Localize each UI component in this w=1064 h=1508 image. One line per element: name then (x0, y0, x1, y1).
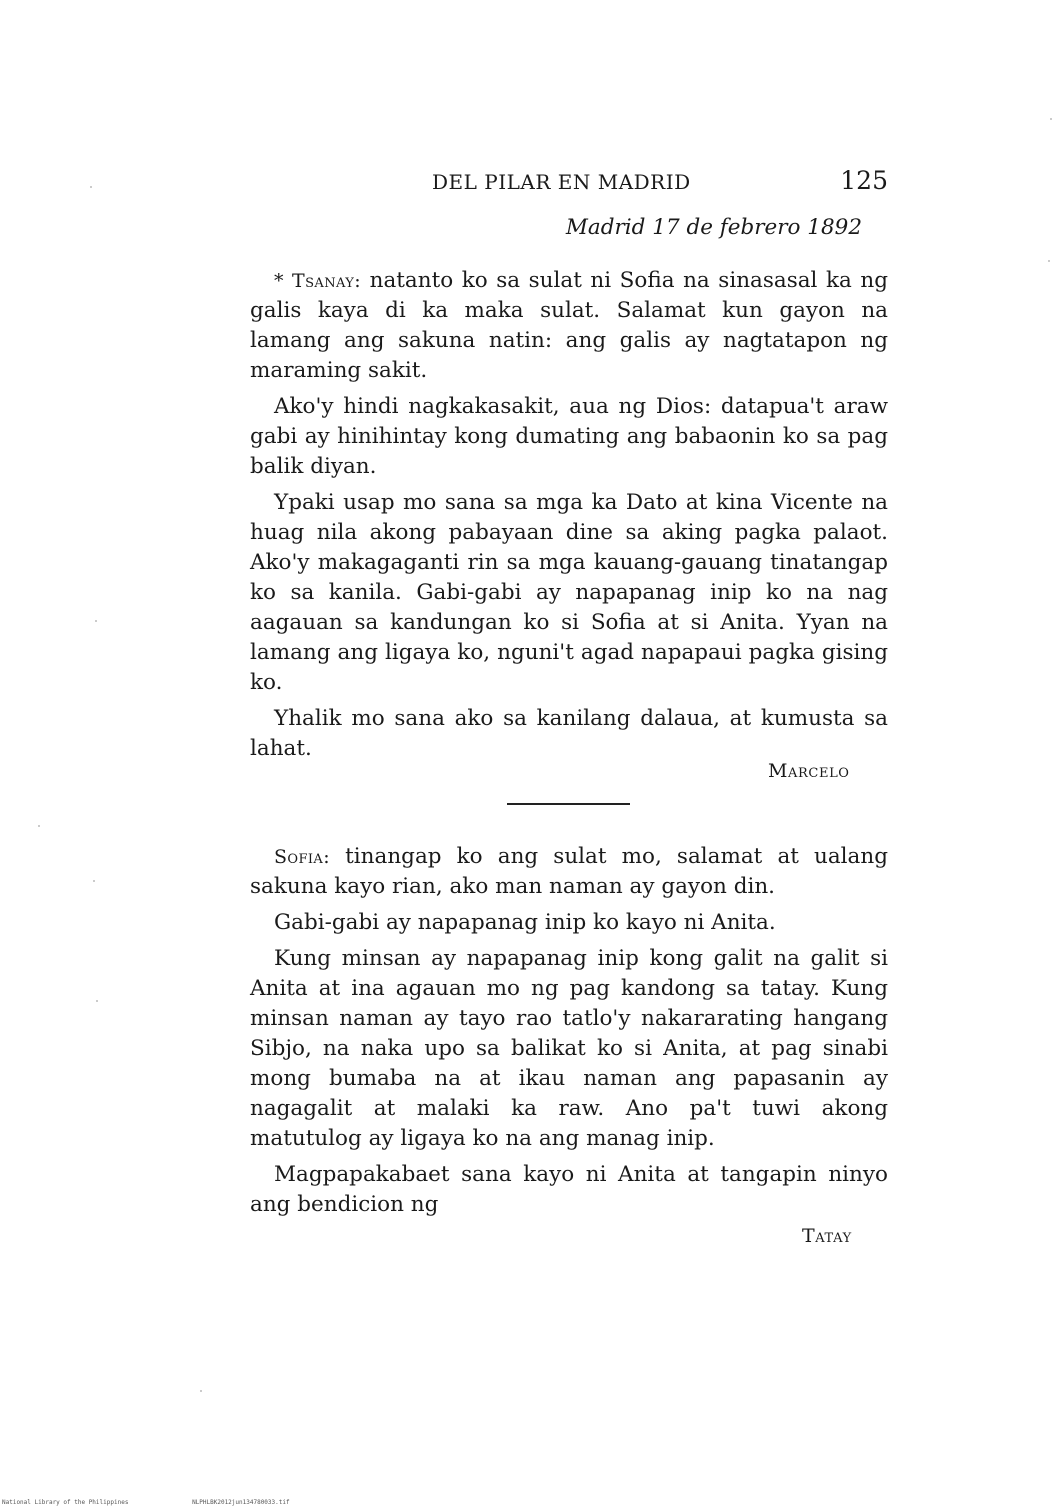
paragraph: Ypaki usap mo sana sa mga ka Dato at kina Vicente na huag nila akong pabayaan dine sa aking pagka palaot. Ako'y makagaganti rin sa mga kauang-gauang tinatangap ko sa kanila. Gabi-gabi ay napapanag inip ko na nag aagauan sa kandungan ko si Sofia at si Anita. Yyan na lamang ang ligaya ko, nguni't agad napapaui pagka gising ko. (250, 490, 888, 695)
section-divider (507, 803, 630, 805)
paragraph (250, 842, 888, 902)
file-id: NLPHLBK2012jun134780033.tif (192, 1499, 290, 1506)
scan-speck (90, 186, 92, 188)
letter-to-tsanay (250, 266, 888, 770)
paragraph: Ako'y hindi nagkakasakit, aua ng Dios: datapua't araw gabi ay hinihintay kong dumating ang babaonin ko sa pag balik diyan. (250, 394, 888, 479)
scan-speck (1048, 260, 1050, 262)
paragraph: Yhalik mo sana ako sa kanilang dalaua, at kumusta sa lahat. (250, 706, 888, 761)
paragraph: Magpapakabaet sana kayo ni Anita at tangapin ninyo ang bendicion ng (250, 1162, 888, 1217)
paragraph: Gabi-gabi ay napapanag inip ko kayo ni Anita. (274, 910, 776, 935)
signature-marcelo: Marcelo (768, 760, 850, 782)
paragraph: Kung minsan ay napapanag inip kong galit na galit si Anita at ina agauan mo ng pag kandong sa tatay. Kung minsan naman ay tayo rao tatlo'y nakararating hangang Sibjo, na naka upo sa balikat ko si Anita, at pag sinabi mong bumaba na at ikau naman ang papasanin ay nagagalit at malaki ka raw. Ano pa't tuwi akong matutulog ay ligaya ko na ang manag inip. (250, 946, 888, 1151)
scan-speck (93, 880, 95, 882)
scan-footer (2, 1499, 350, 1506)
paragraph-text: natanto ko sa sulat ni Sofia na sinasasal ka ng galis kaya di ka maka sulat. Salamat kun gayon na lamang ang sakuna natin: ang galis ay nagtatapon ng maraming sakit. (250, 268, 888, 383)
salutation: Sofia: (274, 846, 331, 868)
dateline: Madrid 17 de febrero 1892 (565, 215, 862, 240)
scan-speck (96, 1000, 98, 1002)
scan-speck (1050, 118, 1052, 120)
page-number: 125 (840, 166, 888, 195)
paragraph-text: tinangap ko ang sulat mo, salamat at ualang sakuna kayo rian, ako man naman ay gayon din. (250, 844, 888, 899)
scan-speck (95, 620, 97, 622)
paragraph (250, 266, 888, 386)
salutation: * Tsanay: (274, 270, 362, 292)
signature-tatay: Tatay (802, 1225, 852, 1247)
letter-to-sofia (250, 842, 888, 1226)
scan-speck (200, 1390, 202, 1392)
running-head (250, 166, 888, 200)
running-title: DEL PILAR EN MADRID (432, 170, 691, 194)
scan-speck (38, 825, 40, 827)
library-credit: National Library of the Philippines (2, 1499, 129, 1506)
